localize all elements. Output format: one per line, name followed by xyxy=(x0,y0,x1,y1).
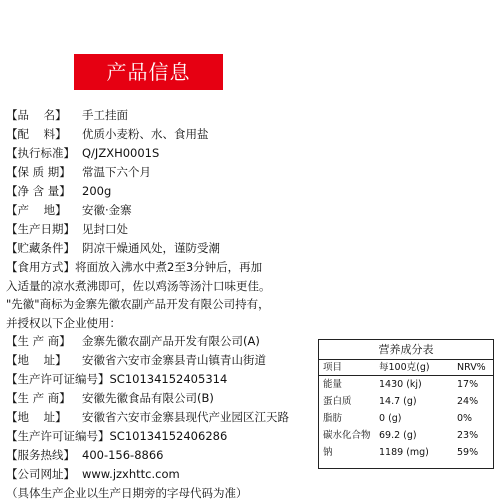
field-row xyxy=(6,144,346,163)
company-row xyxy=(6,427,346,446)
company-row xyxy=(6,332,346,351)
company-label: 【服务热线】 xyxy=(6,448,75,462)
company-row xyxy=(6,465,346,484)
nutrition-row xyxy=(319,444,493,461)
field-value: 见封口处 xyxy=(82,222,128,236)
website-value: www.jzxhttc.com xyxy=(82,467,180,481)
field-label: 【产 地】 xyxy=(6,203,67,217)
field-label: 【生产日期】 xyxy=(6,222,75,236)
nutrient-name: 蛋白质 xyxy=(323,396,352,407)
company-value: SC10134152405314 xyxy=(109,372,228,386)
company-value: 安徽省六安市金寨县青山镇青山街道 xyxy=(82,353,266,367)
usage-line: 并授权以下企业使用： xyxy=(6,315,121,330)
company-row xyxy=(6,389,346,408)
nutrient-name: 能量 xyxy=(323,379,343,390)
field-row xyxy=(6,106,346,125)
header-per100g: 每100克(g) xyxy=(379,362,430,373)
header-nrv: NRV% xyxy=(457,362,486,373)
field-value: 阴凉干燥通风处，谨防受潮 xyxy=(82,241,220,255)
company-value: 安徽省六安市金寨县现代产业园区江天路 xyxy=(82,410,289,424)
nutrient-amount: 1189 (mg) xyxy=(379,447,429,458)
company-value: SC10134152406286 xyxy=(109,429,228,443)
company-label: 【生 产 商】 xyxy=(6,334,71,348)
nutrient-name: 钠 xyxy=(323,447,333,458)
nutrient-nrv: 23% xyxy=(457,430,479,441)
field-row xyxy=(6,182,346,201)
field-value: 手工挂面 xyxy=(82,108,128,122)
field-value: 常温下六个月 xyxy=(82,165,151,179)
company-label: 【生产许可证编号】 xyxy=(6,372,110,386)
field-row xyxy=(6,125,346,144)
field-value: 200g xyxy=(82,184,112,198)
nutrient-nrv: 24% xyxy=(457,396,479,407)
company-row xyxy=(6,446,346,465)
field-row xyxy=(6,163,346,182)
field-label: 【净 含 量】 xyxy=(6,184,71,198)
field-value: Q/JZXH0001S xyxy=(82,146,160,160)
usage-line: 入适量的凉水煮沸即可，佐以鸡汤等汤汁口味更佳。 xyxy=(6,278,271,293)
usage-line: "先徽"商标为金寨先徽农副产品开发有限公司持有， xyxy=(6,297,270,311)
field-row xyxy=(6,220,346,239)
company-value: 安徽先徽食品有限公司(B) xyxy=(82,391,214,405)
field-label: 【执行标准】 xyxy=(6,146,75,160)
nutrient-amount: 14.7 (g) xyxy=(379,396,417,407)
nutrient-name: 碳水化合物 xyxy=(323,430,371,441)
field-label: 【配 料】 xyxy=(6,127,67,141)
company-value: 金寨先徽农副产品开发有限公司(A) xyxy=(82,334,260,348)
company-row xyxy=(6,351,346,370)
field-row xyxy=(6,239,346,258)
field-label: 【保 质 期】 xyxy=(6,165,71,179)
nutrition-table xyxy=(318,339,494,469)
field-label: 【品 名】 xyxy=(6,108,67,122)
field-value: 优质小麦粉、水、食用盐 xyxy=(82,127,209,141)
field-value: 安徽·金寨 xyxy=(82,203,132,217)
nutrition-row xyxy=(319,393,493,410)
company-label: 【地 址】 xyxy=(6,410,67,424)
nutrition-row xyxy=(319,376,493,393)
nutrition-row xyxy=(319,427,493,444)
company-label: 【地 址】 xyxy=(6,353,67,367)
product-info-list xyxy=(6,106,346,503)
nutrient-nrv: 17% xyxy=(457,379,479,390)
footnote: （具体生产企业以生产日期旁的字母代码为准） xyxy=(6,486,248,500)
nutrient-nrv: 59% xyxy=(457,447,479,458)
nutrition-header-row xyxy=(319,360,493,376)
company-label: 【生 产 商】 xyxy=(6,391,71,405)
nutrient-amount: 0 (g) xyxy=(379,413,402,424)
company-label: 【公司网址】 xyxy=(6,467,75,481)
product-info-banner: 产品信息 xyxy=(74,54,223,90)
company-row xyxy=(6,408,346,427)
nutrition-row xyxy=(319,410,493,427)
nutrient-amount: 1430 (kj) xyxy=(379,379,422,390)
company-row xyxy=(6,370,346,389)
usage-line: 【食用方式】将面放入沸水中煮2至3分钟后，再加 xyxy=(6,260,263,274)
field-label: 【贮藏条件】 xyxy=(6,241,75,255)
company-label: 【生产许可证编号】 xyxy=(6,429,110,443)
nutrient-nrv: 0% xyxy=(457,413,473,424)
nutrition-title: 营养成分表 xyxy=(319,340,493,360)
hotline-value: 400-156-8866 xyxy=(82,448,164,462)
header-item: 项目 xyxy=(323,362,343,373)
field-row xyxy=(6,201,346,220)
nutrient-amount: 69.2 (g) xyxy=(379,430,417,441)
nutrient-name: 脂肪 xyxy=(323,413,343,424)
